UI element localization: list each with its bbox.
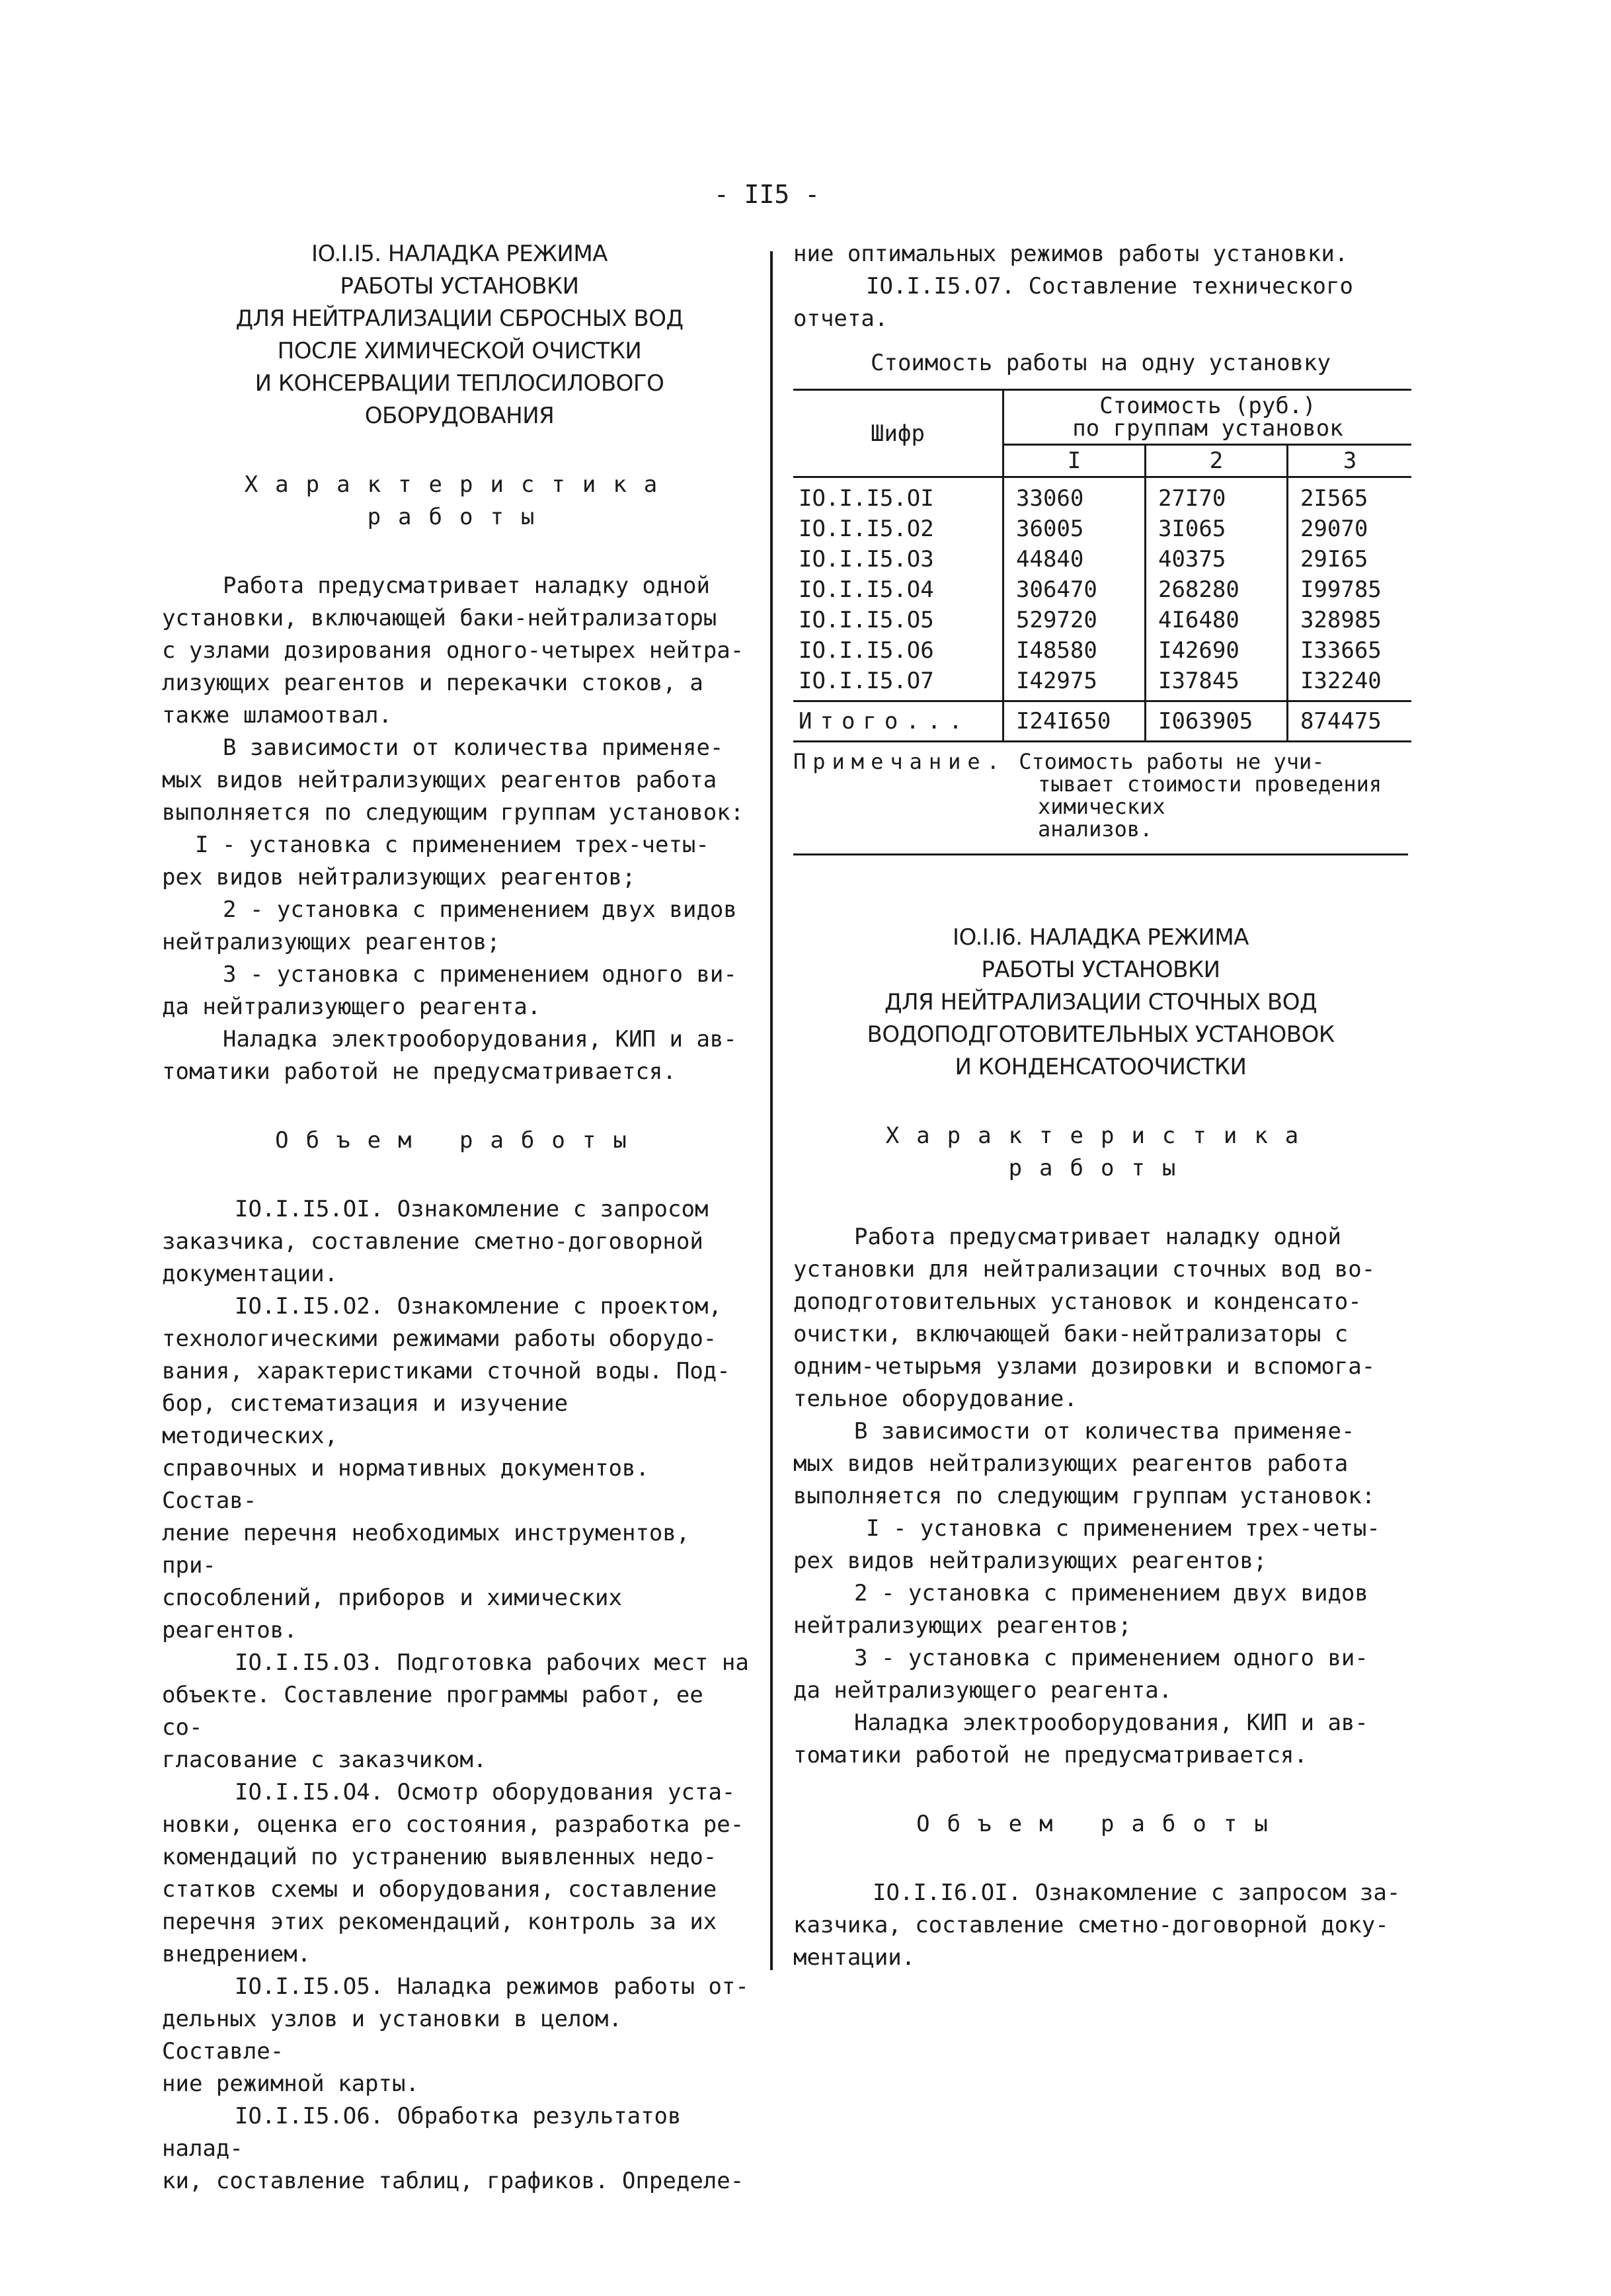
characteristic-paragraph (793, 1221, 1408, 1415)
title-line: IO.I.I6. НАЛАДКА РЕЖИМА (953, 924, 1249, 951)
text-line: 2 - установка с применением двух видов (223, 896, 737, 923)
work-item-07 (793, 270, 1408, 335)
text-line: мых видов нейтрализующих реагентов работа (162, 767, 717, 793)
text-line: рех видов нейтрализующих реагентов; (793, 1548, 1267, 1574)
text-line: Наладка электрооборудования, КИП и ав- (854, 1710, 1368, 1736)
text-line: томатики работой не предусматривается. (162, 1058, 676, 1085)
cell-code: IO.I.I5.O3 (799, 546, 934, 573)
text-line: новки, оценка его состояния, разработка ре- (162, 1811, 744, 1838)
table-row (793, 544, 1411, 574)
text-line: с узлами дозирования одного-четырех нейтра- (162, 637, 744, 664)
text-line: гласование с заказчиком. (162, 1747, 487, 1773)
col-header-code: Шифр (793, 390, 1003, 477)
text-line: 3 - установка с применением одного ви- (223, 961, 737, 988)
text-line: комендаций по устранению выявленных недо- (162, 1844, 717, 1870)
page-number: - II5 - (713, 180, 820, 209)
col-header-group-2: 2 (1145, 445, 1287, 477)
cell-g1: 33060 (1003, 477, 1146, 514)
note-line: анализов. (1038, 816, 1153, 842)
text-line: ки, составление таблиц, графиков. Определе- (162, 2168, 744, 2194)
col-header-cost (1003, 390, 1412, 445)
text-line: мых видов нейтрализующих реагентов работа (793, 1450, 1349, 1477)
text-line: I - установка с применением трех-четы- (866, 1515, 1380, 1542)
text-line: IO.I.I5.O7. Составление технического (866, 273, 1353, 299)
table-row (793, 666, 1411, 701)
cell-code: IO.I.I5.O6 (799, 637, 934, 664)
cost-header-line: Стоимость (руб.) (1099, 393, 1316, 419)
characteristic-paragraph (162, 570, 757, 732)
title-line: ПОСЛЕ ХИМИЧЕСКОЙ ОЧИСТКИ (277, 338, 642, 364)
text-line: выполняется по следующим группам установок: (793, 1483, 1376, 1509)
text-line: внедрением. (162, 1941, 311, 1967)
cost-table (793, 389, 1411, 742)
table-total-row (793, 701, 1411, 742)
text-line: ние оптимальных режимов работы установки. (793, 241, 1349, 267)
text-line: IO.I.I5.O5. Наладка режимов работы от- (235, 1973, 749, 2000)
groups-paragraph (793, 1415, 1408, 1772)
col-header-group-1: I (1003, 445, 1146, 477)
text-line: IO.I.I5.OI. Ознакомление с запросом (235, 1196, 709, 1222)
text-line: томатики работой не предусматривается. (793, 1742, 1308, 1768)
cell-g1: 36005 (1003, 514, 1146, 544)
work-item-16-01 (793, 1877, 1408, 1974)
cell-g3: I99785 (1287, 574, 1411, 605)
groups-paragraph (162, 732, 757, 1088)
cell-g1: I48580 (1003, 635, 1146, 666)
text-line: IO.I.I5.O2. Ознакомление с проектом, (235, 1293, 722, 1320)
text-line: нейтрализующих реагентов; (793, 1612, 1132, 1639)
col-header-group-3: 3 (1287, 445, 1411, 477)
text-line: очистки, включающей баки-нейтрализаторы с (793, 1321, 1349, 1347)
characteristic-heading: Характеристика (244, 471, 675, 498)
cell-code: IO.I.I5.O4 (799, 576, 934, 603)
text-line: 2 - установка с применением двух видов (854, 1580, 1368, 1606)
title-line: РАБОТЫ УСТАНОВКИ (981, 957, 1220, 983)
text-line: выполняется по следующим группам установок: (162, 799, 744, 826)
note-text: Стоимость работы не учи- (1019, 749, 1325, 774)
text-line: дельных узлов и установки в целом. Составле- (162, 2006, 622, 2065)
text-line: одним-четырьмя узлами дозировки и вспомога- (793, 1353, 1376, 1380)
text-line: В зависимости от количества применяе- (223, 734, 724, 761)
text-line: IO.I.I5.O3. Подготовка рабочих мест на (235, 1649, 749, 1676)
cell-total-label: Итого... (793, 701, 1003, 742)
text-line: да нейтрализующего реагента. (793, 1677, 1173, 1704)
note-line: тывает стоимости проведения химических (1038, 772, 1382, 819)
cell-g1: 529720 (1003, 605, 1146, 635)
cell-g2: 268280 (1145, 574, 1287, 605)
work-item-03 (162, 1647, 757, 1776)
text-line: казчика, составление сметно-договорной доку- (793, 1912, 1389, 1938)
title-line: IO.I.I5. НАЛАДКА РЕЖИМА (311, 241, 608, 267)
text-line: ментации. (793, 1944, 916, 1971)
text-line: бор, систематизация и изучение методических, (162, 1390, 569, 1449)
table-row (793, 477, 1411, 514)
table-row (793, 605, 1411, 635)
text-line: заказчика, составление сметно-договорной (162, 1228, 703, 1255)
text-line: Наладка электрооборудования, КИП и ав- (223, 1026, 737, 1052)
cell-code: IO.I.I5.O2 (799, 516, 934, 542)
text-line: вания, характеристиками сточной воды. Под- (162, 1358, 730, 1384)
characteristic-heading: Характеристика (885, 1123, 1316, 1149)
title-line: ВОДОПОДГОТОВИТЕЛЬНЫХ УСТАНОВОК (867, 1021, 1335, 1048)
text-line: перечня этих рекомендаций, контроль за их (162, 1909, 717, 1935)
text-line: ление перечня необходимых инструментов, при- (162, 1520, 690, 1579)
text-line: установки, включающей баки-нейтрализаторы (162, 605, 717, 631)
text-line: В зависимости от количества применяе- (854, 1418, 1355, 1445)
title-line: ДЛЯ НЕЙТРАЛИЗАЦИИ СТОЧНЫХ ВОД (884, 989, 1317, 1015)
table-row (793, 635, 1411, 666)
note-label: Примечание. (793, 749, 1006, 774)
text-line: доподготовительных установок и конденсато- (793, 1288, 1362, 1315)
title-line: РАБОТЫ УСТАНОВКИ (340, 273, 579, 299)
text-line: нейтрализующих реагентов; (162, 929, 500, 955)
right-column (793, 238, 1408, 1974)
text-line: способлений, приборов и химических реагентов. (162, 1585, 622, 1643)
cell-g1: I42975 (1003, 666, 1146, 701)
cell-g3: I33665 (1287, 635, 1411, 666)
title-line: И КОНДЕНСАТООЧИСТКИ (955, 1054, 1247, 1080)
characteristic-heading-sub: работы (367, 504, 552, 530)
work-item-01 (162, 1193, 757, 1290)
cell-g2: 3I065 (1145, 514, 1287, 544)
note-line (793, 750, 1408, 773)
title-line: ОБОРУДОВАНИЯ (364, 403, 555, 429)
text-line: I - установка с применением трех-четы- (195, 832, 709, 858)
text-line: объекте. Составление программы работ, ее со- (162, 1682, 703, 1741)
text-line: рех видов нейтрализующих реагентов; (162, 864, 636, 891)
table-note (793, 750, 1408, 855)
cell-total-g3: 874475 (1287, 701, 1411, 742)
cell-g3: 2I565 (1287, 477, 1411, 514)
cell-g2: 40375 (1145, 544, 1287, 574)
text-line: ние режимной карты. (162, 2071, 419, 2097)
text-line: документации. (162, 1261, 338, 1287)
text-line: тельное оборудование. (793, 1386, 1078, 1412)
cell-code: IO.I.I5.O5 (799, 607, 934, 633)
cell-g3: I32240 (1287, 666, 1411, 701)
text-line: IO.I.I5.O6. Обработка результатов налад- (162, 2103, 682, 2162)
cell-g1: 44840 (1003, 544, 1146, 574)
work-item-02 (162, 1290, 757, 1647)
table-row (793, 574, 1411, 605)
work-item-06-continued (793, 238, 1408, 270)
characteristic-heading-sub: работы (1008, 1155, 1193, 1181)
text-line: также шламоотвал. (162, 702, 392, 729)
cell-g3: 29070 (1287, 514, 1411, 544)
text-line: статков схемы и оборудования, составление (162, 1876, 717, 1903)
title-line: И КОНСЕРВАЦИИ ТЕПЛОСИЛОВОГО (255, 370, 664, 397)
text-line: отчета. (793, 305, 888, 332)
text-line: да нейтрализующего реагента. (162, 994, 541, 1020)
title-line: ДЛЯ НЕЙТРАЛИЗАЦИИ СБРОСНЫХ ВОД (235, 305, 684, 332)
section-title-10-1-16 (793, 922, 1408, 1084)
cell-code: IO.I.I5.O7 (793, 666, 1003, 701)
text-line: лизующих реагентов и перекачки стоков, а (162, 670, 703, 696)
text-line: IO.I.I6.OI. Ознакомление с запросом за- (873, 1880, 1401, 1906)
cell-g2: 27I70 (1145, 477, 1287, 514)
cell-g2: I42690 (1145, 635, 1287, 666)
table-caption: Стоимость работы на одну установку (871, 350, 1331, 376)
cell-g3: 328985 (1287, 605, 1411, 635)
left-column (162, 238, 757, 2197)
work-item-04 (162, 1776, 757, 1971)
cost-header-line: по группам установок (1072, 415, 1343, 442)
cell-code: IO.I.I5.OI (799, 485, 934, 512)
cell-total-g1: I24I650 (1003, 701, 1146, 742)
table-row (793, 514, 1411, 544)
text-line: Работа предусматривает наладку одной (223, 573, 710, 599)
scope-heading: Объем работы (275, 1127, 644, 1154)
cell-g2: 4I6480 (1145, 605, 1287, 635)
text-line: технологическими режимами работы оборудо- (162, 1326, 717, 1352)
scope-heading: Объем работы (916, 1811, 1285, 1837)
cell-g1: 306470 (1003, 574, 1146, 605)
cell-total-g2: I063905 (1145, 701, 1287, 742)
work-item-06 (162, 2100, 757, 2197)
text-line: Работа предусматривает наладку одной (854, 1224, 1341, 1250)
work-item-05 (162, 1971, 757, 2100)
text-line: IO.I.I5.O4. Осмотр оборудования уста- (235, 1779, 736, 1805)
text-line: установки для нейтрализации сточных вод во- (793, 1256, 1376, 1283)
section-title-10-1-15 (162, 238, 757, 432)
cell-g2: I37845 (1145, 666, 1287, 701)
cell-g3: 29I65 (1287, 544, 1411, 574)
text-line: справочных и нормативных документов. Состав- (162, 1455, 649, 1514)
text-line: 3 - установка с применением одного ви- (854, 1645, 1368, 1671)
column-divider (770, 251, 773, 1970)
